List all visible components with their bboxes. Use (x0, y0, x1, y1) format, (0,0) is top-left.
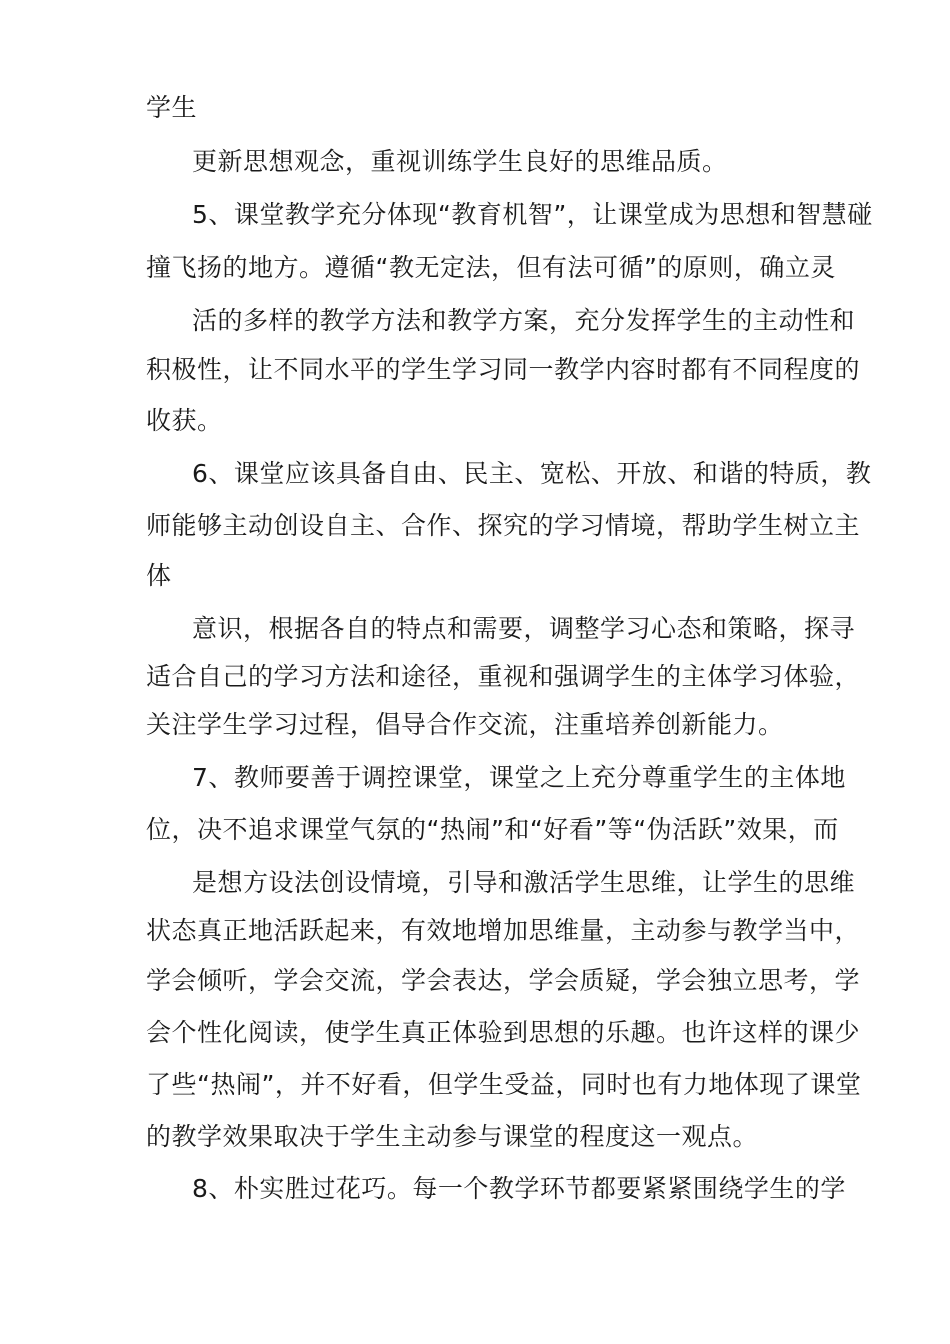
text-line: 活的多样的教学方法和教学方案，充分发挥学生的主动性和 (192, 306, 856, 335)
text-line: 更新思想观念，重视训练学生良好的思维品质。 (192, 147, 728, 176)
paragraph-8-line-1: 8、朴实胜过花巧。每一个教学环节都要紧紧围绕学生的学 (192, 1174, 846, 1203)
text-line: 了些“热闹”，并不好看，但学生受益，同时也有力地体现了课堂 (146, 1070, 862, 1099)
text-line: 意识，根据各自的特点和需要，调整学习心态和策略，探寻 (192, 614, 856, 643)
text-line: 学会倾听，学会交流，学会表达，学会质疑，学会独立思考，学 (146, 966, 861, 995)
text-line: 收获。 (146, 406, 223, 435)
text-line: 的教学效果取决于学生主动参与课堂的程度这一观点。 (146, 1122, 759, 1151)
text-line: 适合自己的学习方法和途径，重视和强调学生的主体学习体验， (146, 662, 861, 691)
text-line: 位，决不追求课堂气氛的“热闹”和“好看”等“伪活跃”效果，而 (146, 815, 839, 844)
paragraph-7-line-1: 7、教师要善于调控课堂，课堂之上充分尊重学生的主体地 (192, 763, 846, 792)
text-line: 积极性，让不同水平的学生学习同一教学内容时都有不同程度的 (146, 355, 861, 384)
paragraph-6-line-1: 6、课堂应该具备自由、民主、宽松、开放、和谐的特质，教 (192, 459, 872, 488)
text-line: 会个性化阅读，使学生真正体验到思想的乐趣。也许这样的课少 (146, 1018, 861, 1047)
paragraph-5-line-1: 5、课堂教学充分体现“教育机智”，让课堂成为思想和智慧碰 (192, 200, 873, 229)
text-line: 体 (146, 561, 172, 590)
text-line: 是想方设法创设情境，引导和激活学生思维，让学生的思维 (192, 868, 856, 897)
text-line: 状态真正地活跃起来，有效地增加思维量，主动参与教学当中， (146, 916, 861, 945)
text-line: 关注学生学习过程，倡导合作交流，注重培养创新能力。 (146, 710, 784, 739)
text-line: 师能够主动创设自主、合作、探究的学习情境，帮助学生树立主 (146, 511, 861, 540)
text-line: 学生 (146, 93, 198, 122)
text-line: 撞飞扬的地方。遵循“教无定法，但有法可循”的原则，确立灵 (146, 253, 836, 282)
